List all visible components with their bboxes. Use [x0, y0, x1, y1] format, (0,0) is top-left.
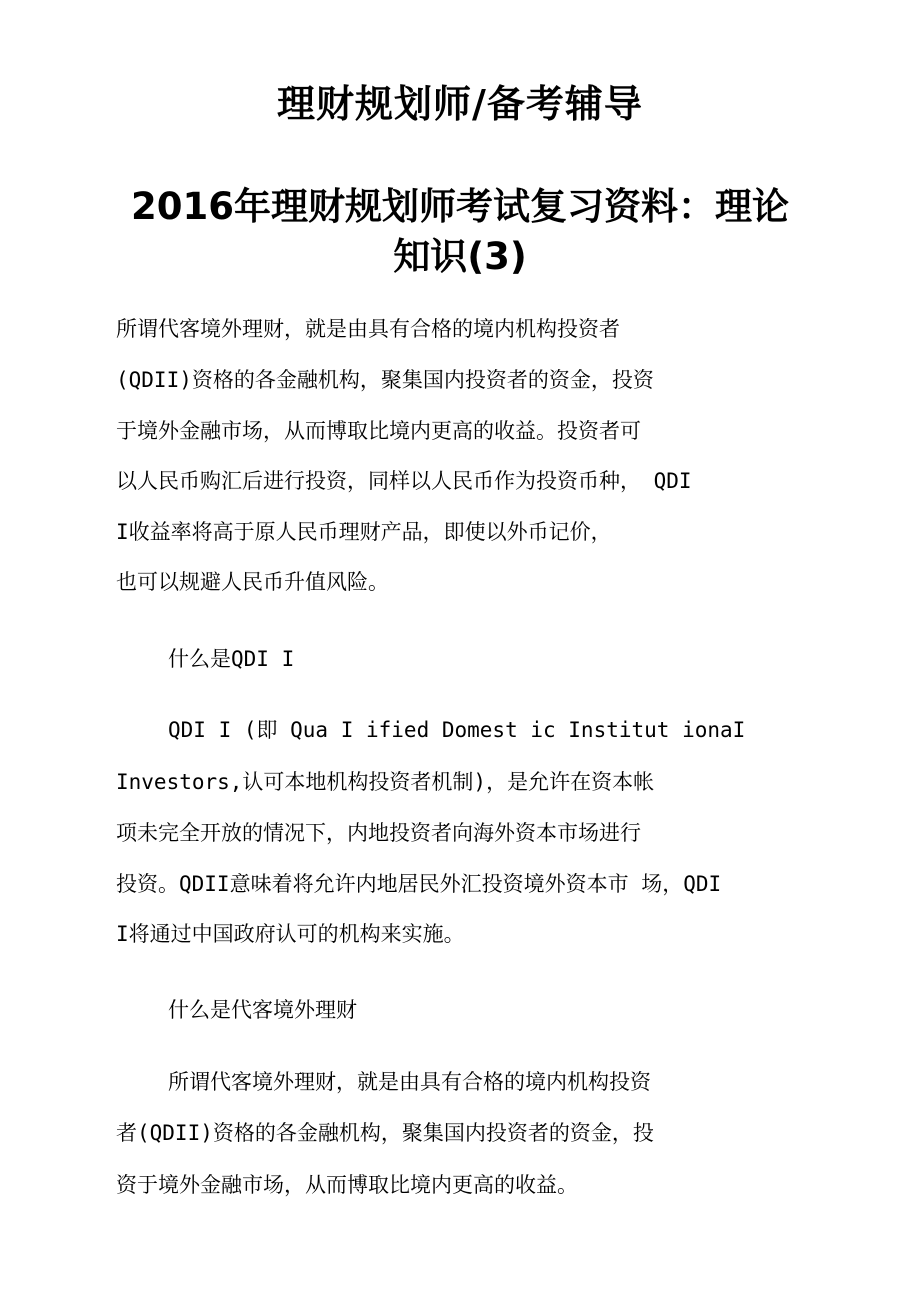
paragraph-line: 所谓代客境外理财，就是由具有合格的境内机构投资 [168, 1070, 651, 1094]
paragraph-line: 也可以规避人民币升值风险。 [116, 570, 389, 594]
paragraph-line: QDI I (即 Qua I ified Domest ic Institut ionaI [168, 718, 746, 742]
paragraph-line: 所谓代客境外理财，就是由具有合格的境内机构投资者 [116, 317, 620, 341]
paragraph-line: (QDII)资格的各金融机构，聚集国内投资者的资金，投资 [116, 368, 654, 392]
section-heading: 什么是代客境外理财 [168, 998, 357, 1022]
page-header: 理财规划师/备考辅导 [277, 82, 643, 126]
paragraph-line: 投资。QDII意味着将允许内地居民外汇投资境外资本市 场，QDI [116, 872, 722, 896]
document-title [100, 182, 820, 282]
paragraph-line: 者(QDII)资格的各金融机构，聚集国内投资者的资金，投 [116, 1121, 654, 1145]
paragraph-line: 项未完全开放的情况下，内地投资者向海外资本市场进行 [116, 821, 641, 845]
paragraph-line: 资于境外金融市场，从而博取比境内更高的收益。 [116, 1173, 578, 1197]
paragraph-line: I将通过中国政府认可的机构来实施。 [116, 922, 465, 946]
section-heading: 什么是QDI I [168, 647, 295, 671]
paragraph-line: 以人民币购汇后进行投资，同样以人民币作为投资币种， QDI [116, 469, 692, 493]
paragraph-line: 于境外金融市场，从而博取比境内更高的收益。投资者可 [116, 419, 641, 443]
paragraph-line: I收益率将高于原人民币理财产品，即使以外币记价， [116, 520, 612, 544]
paragraph-line: Investors,认可本地机构投资者机制)，是允许在资本帐 [116, 770, 655, 794]
title-line: 2016年理财规划师考试复习资料：理论 [131, 185, 789, 228]
title-line: 知识(3) [393, 235, 527, 278]
